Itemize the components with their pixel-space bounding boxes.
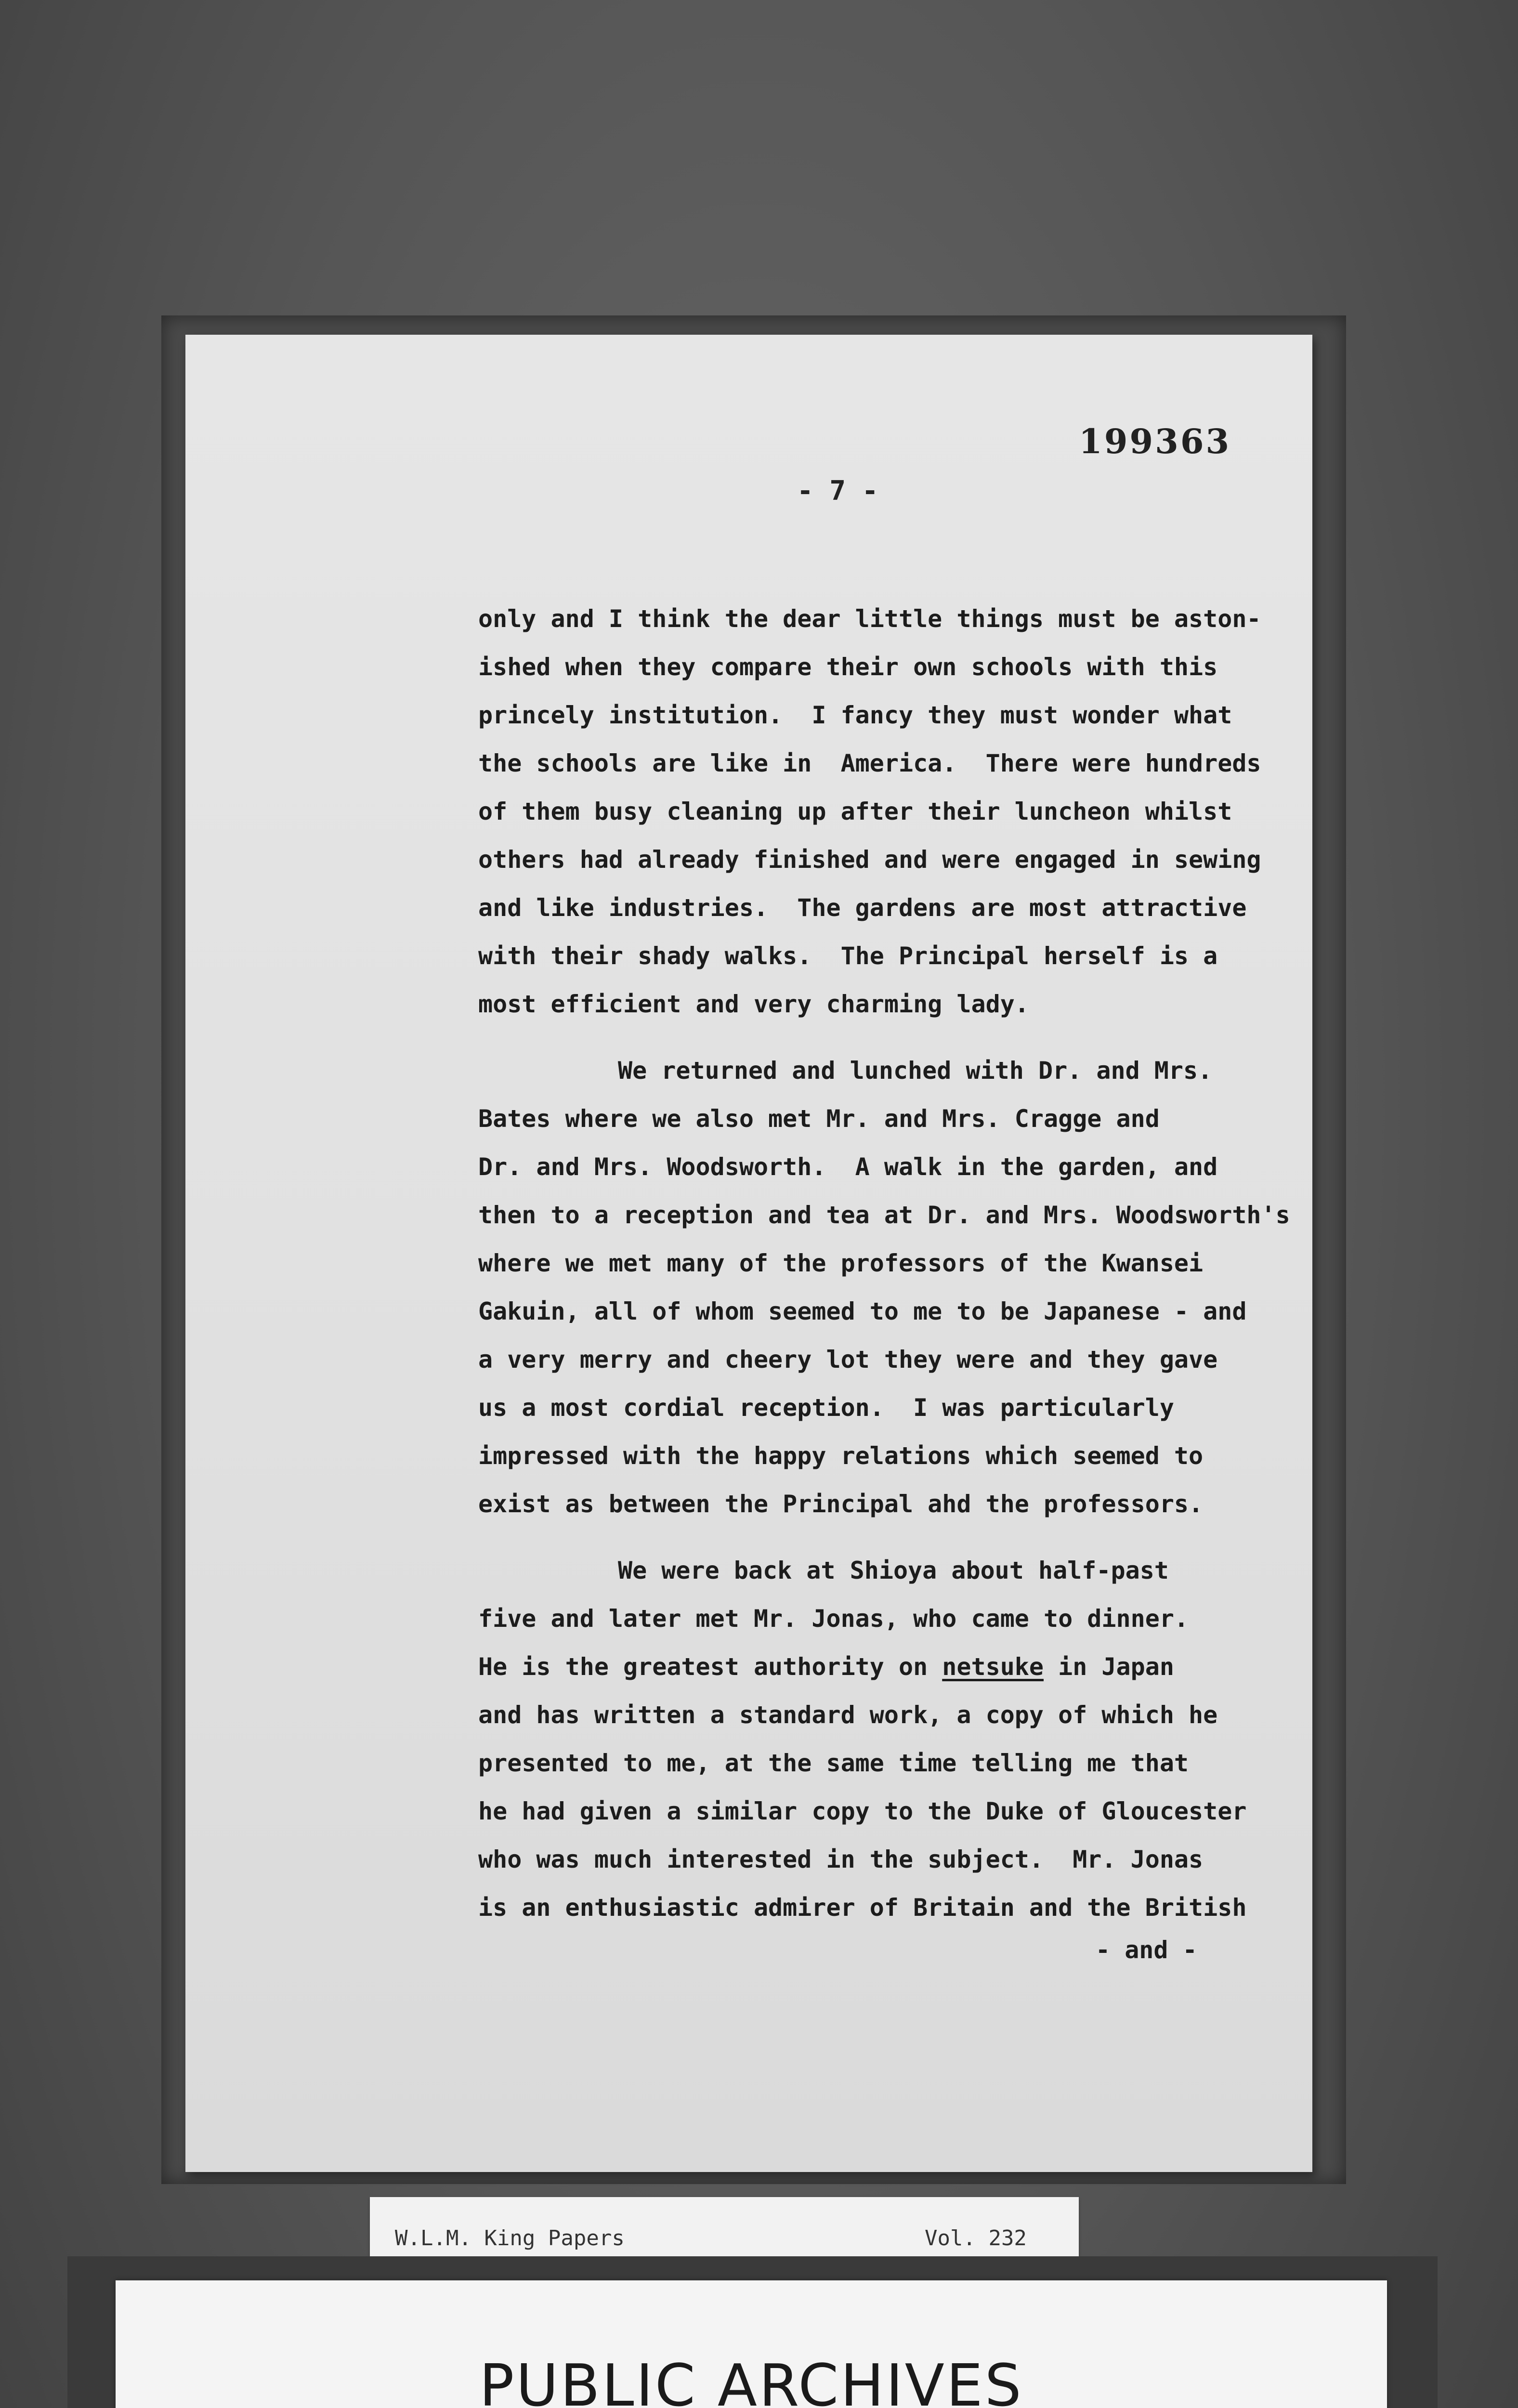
document-number: 199363 bbox=[1079, 421, 1231, 461]
typewritten-letter-page bbox=[185, 335, 1312, 2172]
text-line: the schools are like in America. There were hundreds bbox=[478, 749, 1261, 777]
text-line: only and I think the dear little things must be aston- bbox=[478, 605, 1261, 633]
text-line: a very merry and cheery lot they were and they gave bbox=[478, 1346, 1218, 1374]
text-line: others had already finished and were engaged in sewing bbox=[478, 846, 1261, 874]
text-line: We were back at Shioya about half-past bbox=[618, 1557, 1169, 1584]
text-line: with their shady walks. The Principal herself is a bbox=[478, 942, 1218, 970]
underlined-word: netsuke bbox=[942, 1653, 1044, 1681]
text-line: We returned and lunched with Dr. and Mrs. bbox=[618, 1057, 1213, 1085]
public-archives-card bbox=[116, 2280, 1387, 2408]
text-line: us a most cordial reception. I was particularly bbox=[478, 1394, 1174, 1422]
paragraph bbox=[478, 1546, 1297, 1932]
collection-name: W.L.M. King Papers bbox=[395, 2226, 625, 2251]
text-line: Gakuin, all of whom seemed to me to be Japanese - and bbox=[478, 1297, 1247, 1325]
text-line: who was much interested in the subject. Mr. Jonas bbox=[478, 1845, 1204, 1873]
text-line: five and later met Mr. Jonas, who came to dinner. bbox=[478, 1605, 1189, 1633]
text-line: and has written a standard work, a copy of which he bbox=[478, 1701, 1218, 1729]
volume-number: Vol. 232 bbox=[925, 2226, 1027, 2251]
paragraph-gap bbox=[478, 1028, 1297, 1047]
text-line: exist as between the Principal ahd the professors. bbox=[478, 1490, 1204, 1518]
paragraph bbox=[478, 1047, 1297, 1528]
paragraph bbox=[478, 595, 1297, 1028]
archives-title-english: PUBLIC ARCHIVES bbox=[479, 2353, 1023, 2408]
text-line: princely institution. I fancy they must wonder what bbox=[478, 701, 1232, 729]
letter-body bbox=[478, 595, 1297, 1932]
text-line: where we met many of the professors of the Kwansei bbox=[478, 1249, 1204, 1277]
paragraph-gap bbox=[478, 1528, 1297, 1546]
text-line: he had given a similar copy to the Duke of Gloucester bbox=[478, 1797, 1247, 1825]
text-line: then to a reception and tea at Dr. and Mrs. Woodsworth's bbox=[478, 1201, 1290, 1229]
text-line: and like industries. The gardens are most attractive bbox=[478, 894, 1247, 922]
text-line: ished when they compare their own schools with this bbox=[478, 653, 1218, 681]
text-line: presented to me, at the same time telling me that bbox=[478, 1749, 1189, 1777]
text-line: is an enthusiastic admirer of Britain and the British bbox=[478, 1894, 1247, 1922]
text-line: He is the greatest authority on netsuke in Japan bbox=[478, 1653, 1174, 1681]
text-line: impressed with the happy relations which seemed to bbox=[478, 1442, 1204, 1470]
text-line: Dr. and Mrs. Woodsworth. A walk in the garden, and bbox=[478, 1153, 1218, 1181]
catchword: - and - bbox=[1096, 1936, 1197, 1964]
page-number: - 7 - bbox=[797, 475, 878, 507]
text-line: of them busy cleaning up after their luncheon whilst bbox=[478, 798, 1232, 825]
text-line: Bates where we also met Mr. and Mrs. Cragge and bbox=[478, 1105, 1160, 1133]
text-line: most efficient and very charming lady. bbox=[478, 990, 1029, 1018]
